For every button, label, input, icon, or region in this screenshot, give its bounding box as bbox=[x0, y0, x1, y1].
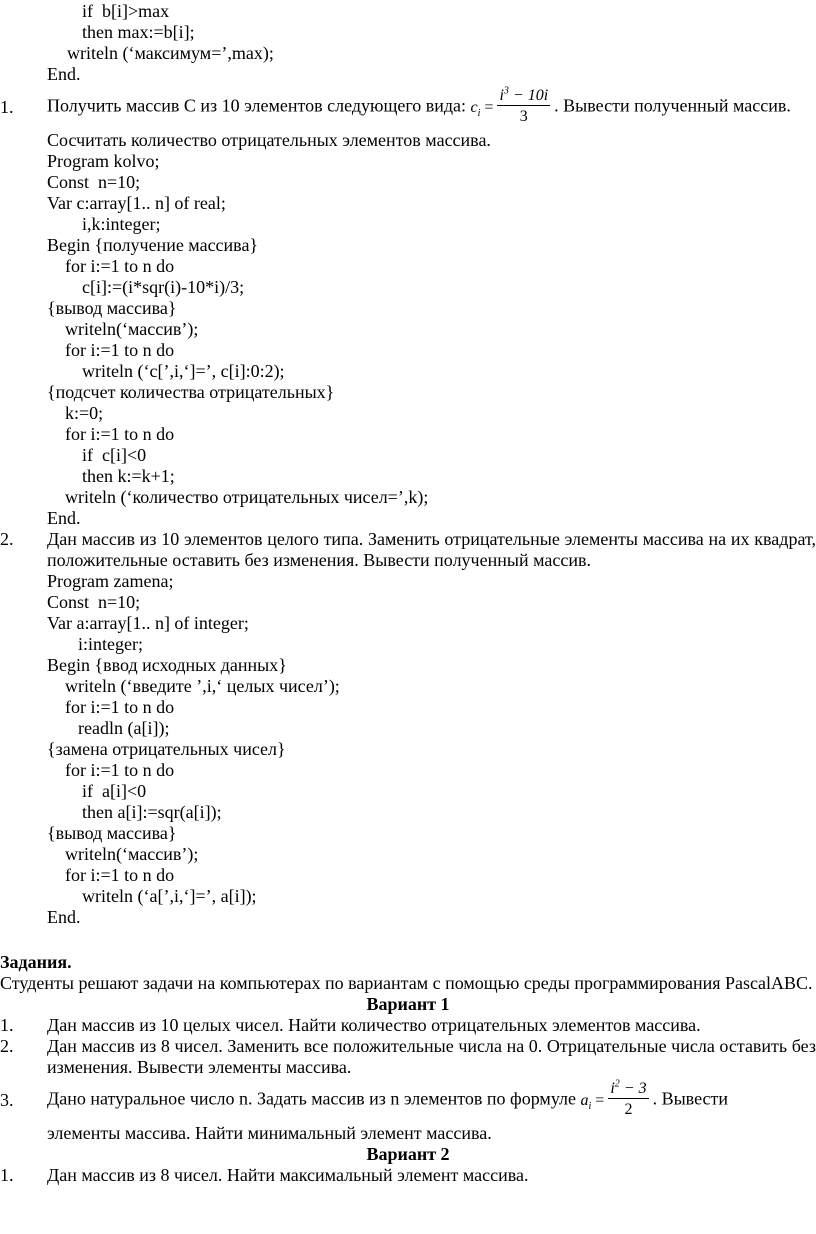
code-line: then a[i]:=sqr(a[i]); bbox=[82, 802, 222, 822]
task-text: Дан массив из 10 целых чисел. Найти количество отрицательных элементов массива. bbox=[47, 1015, 701, 1035]
formula-eq: = bbox=[595, 1091, 605, 1109]
code-line: for i:=1 to n do bbox=[65, 340, 175, 360]
formula-var: i bbox=[610, 1080, 615, 1097]
formula-sup: 3 bbox=[503, 85, 509, 97]
code-line: Const n=10; bbox=[47, 592, 141, 612]
code-line: Begin {получение массива} bbox=[47, 235, 259, 255]
variant-2-title: Вариант 2 bbox=[366, 1144, 450, 1164]
task-1 bbox=[0, 85, 816, 130]
task-number: 1. bbox=[0, 97, 14, 117]
formula-fraction bbox=[608, 1080, 648, 1121]
formula-lhs bbox=[470, 98, 494, 119]
code-line: {вывод массива} bbox=[47, 298, 177, 318]
formula-denominator: 2 bbox=[624, 1101, 633, 1118]
code-line: Var a:array[1.. n] of integer; bbox=[47, 613, 249, 633]
formula-var: i bbox=[499, 87, 504, 104]
code-line: for i:=1 to n do bbox=[65, 697, 175, 717]
code-line: readln (a[i]); bbox=[78, 718, 170, 738]
code-line: if a[i]<0 bbox=[82, 781, 147, 801]
code-line: then k:=k+1; bbox=[82, 466, 175, 486]
code-line: for i:=1 to n do bbox=[65, 424, 175, 444]
code-line: then max:=b[i]; bbox=[82, 22, 195, 42]
code-line: i:integer; bbox=[78, 634, 143, 654]
formula-numerator bbox=[497, 87, 550, 106]
code-line: for i:=1 to n do bbox=[65, 760, 175, 780]
code-block-zamena bbox=[0, 571, 816, 928]
task-text: Получить массив С из 10 элементов следующего вида: bbox=[47, 95, 467, 116]
code-line: writeln (‘введите ’,i,‘ целых чисел’); bbox=[65, 676, 340, 696]
task-text: Дано натуральное число n. Задать массив из n элементов по формуле bbox=[47, 1088, 577, 1109]
formula-var: a bbox=[580, 1091, 589, 1109]
task-text: Дан массив из 10 элементов целого типа. Заменить отрицательные элементы массива на их квадрат, положительные оставить без изменения. Вывести полученный массив. bbox=[47, 529, 816, 570]
task-text: Дан массив из 8 чисел. Заменить все положительные числа на 0. Отрицательные числа оставить без изменения. Вывести элементы массива. bbox=[47, 1036, 816, 1077]
variant-1-item bbox=[0, 1015, 816, 1036]
code-line: writeln (‘максимум=’,max); bbox=[67, 43, 274, 63]
code-line: if c[i]<0 bbox=[82, 445, 147, 465]
formula-rest: − 3 bbox=[619, 1080, 647, 1097]
task-number: 1. bbox=[0, 1015, 14, 1035]
code-line: End. bbox=[47, 64, 81, 84]
task-number: 1. bbox=[0, 1165, 14, 1185]
code-line: Var c:array[1.. n] of real; bbox=[47, 193, 226, 213]
code-line: writeln (‘c[’,i,‘]=’, c[i]:0:2); bbox=[82, 361, 285, 381]
variant-1-title: Вариант 1 bbox=[366, 994, 450, 1014]
task-text: . Вывести полученный массив. bbox=[554, 95, 791, 116]
code-line: {замена отрицательных чисел} bbox=[47, 739, 286, 759]
code-line: for i:=1 to n do bbox=[65, 865, 175, 885]
formula-denominator: 3 bbox=[519, 108, 528, 125]
code-line: Program kolvo; bbox=[47, 151, 160, 171]
formula-sup: 2 bbox=[614, 1078, 620, 1090]
task-text: элементы массива. Найти минимальный элемент массива. bbox=[47, 1123, 492, 1143]
assignments-heading: Задания. bbox=[0, 952, 72, 972]
task-text: . Вывести bbox=[652, 1088, 728, 1109]
code-line: i,k:integer; bbox=[82, 214, 161, 234]
code-line: {подсчет количества отрицательных} bbox=[47, 382, 335, 402]
code-block-kolvo bbox=[0, 151, 816, 529]
formula-sub: i bbox=[477, 107, 481, 119]
formula-lhs bbox=[580, 1091, 605, 1112]
code-line: Begin {ввод исходных данных} bbox=[47, 655, 287, 675]
code-line: writeln (‘количество отрицательных чисел=’,k); bbox=[65, 487, 429, 507]
code-line: for i:=1 to n do bbox=[65, 256, 175, 276]
code-line: Program zamena; bbox=[47, 571, 174, 591]
code-line: k:=0; bbox=[65, 403, 104, 423]
formula-fraction bbox=[497, 87, 550, 128]
code-line: End. bbox=[47, 508, 81, 528]
code-line: c[i]:=(i*sqr(i)-10*i)/3; bbox=[82, 277, 245, 297]
variant-2-item bbox=[0, 1165, 816, 1186]
code-line: {вывод массива} bbox=[47, 823, 177, 843]
formula-sub: i bbox=[588, 1100, 592, 1112]
task-text: Сосчитать количество отрицательных элементов массива. bbox=[47, 130, 491, 150]
task-2 bbox=[0, 529, 816, 571]
code-line: if b[i]>max bbox=[82, 1, 170, 21]
code-line: writeln (‘a[’,i,‘]=’, a[i]); bbox=[82, 886, 257, 906]
formula-rest: − 10i bbox=[508, 87, 549, 104]
code-line: writeln(‘массив’); bbox=[65, 844, 199, 864]
code-line: End. bbox=[47, 907, 81, 927]
formula-eq: = bbox=[484, 98, 494, 116]
code-line: writeln(‘массив’); bbox=[65, 319, 199, 339]
code-line: Const n=10; bbox=[47, 172, 141, 192]
formula-var: c bbox=[470, 98, 478, 116]
task-number: 3. bbox=[0, 1090, 14, 1110]
formula-numerator bbox=[608, 1080, 648, 1099]
task-number: 2. bbox=[0, 1036, 14, 1056]
variant-1-item bbox=[0, 1036, 816, 1078]
task-number: 2. bbox=[0, 529, 14, 549]
assignments-intro: Студенты решают задачи на компьютерах по вариантам с помощью среды программирования PascalABC. bbox=[0, 973, 813, 993]
task-text: Дан массив из 8 чисел. Найти максимальный элемент массива. bbox=[47, 1165, 529, 1185]
spacer bbox=[0, 928, 816, 952]
variant-1-item-3 bbox=[0, 1078, 816, 1123]
